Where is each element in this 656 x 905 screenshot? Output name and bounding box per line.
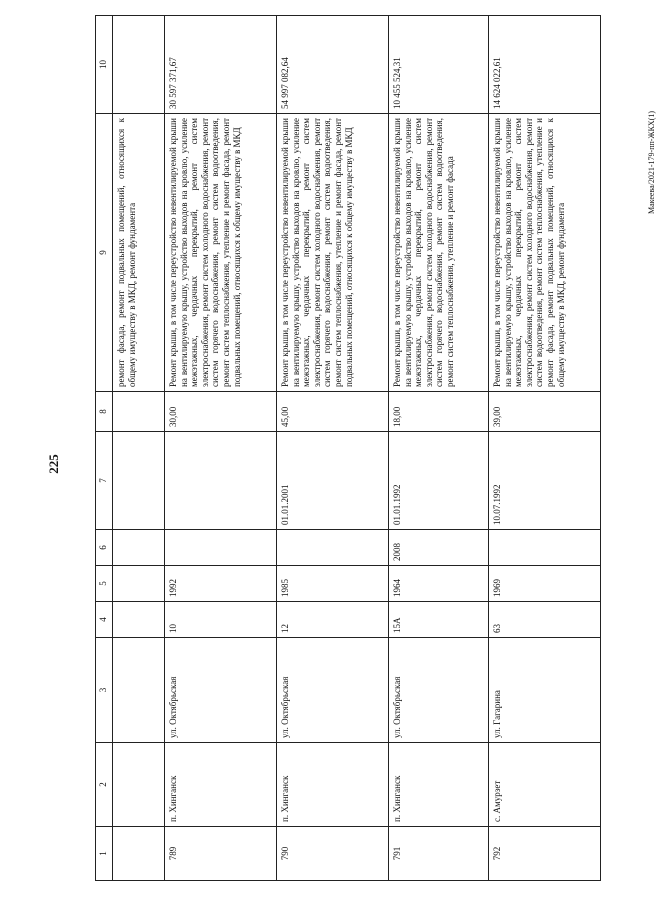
date-cell: [165, 432, 277, 530]
year-cell: 1992: [165, 566, 277, 602]
area-cell: 45,00: [277, 392, 389, 432]
row-number: 791: [389, 827, 489, 881]
settlement-cell: п. Хинганск: [165, 743, 277, 827]
house-cell: 12: [277, 602, 389, 638]
document-footer: Макеева/2021-179-пп-ЖКХ(1): [647, 110, 656, 215]
area-cell: 18,00: [389, 392, 489, 432]
rotated-table-container: [95, 16, 640, 881]
column-header: 2: [96, 743, 113, 827]
area-cell: 39,00: [489, 392, 601, 432]
column-6-cell: [165, 530, 277, 566]
column-header: 8: [96, 392, 113, 432]
year-cell: 1985: [277, 566, 389, 602]
table-row: [389, 16, 489, 881]
table-row: [489, 16, 601, 881]
year-cell: 1969: [489, 566, 601, 602]
date-cell: 01.01.2001: [277, 432, 389, 530]
street-cell: ул. Октябрьская: [165, 638, 277, 743]
column-header: 3: [96, 638, 113, 743]
cost-cell: 10 455 524,31: [389, 16, 489, 114]
settlement-cell: п. Хинганск: [277, 743, 389, 827]
cost-cell: 54 997 082,64: [277, 16, 389, 114]
column-header: 6: [96, 530, 113, 566]
settlement-cell: п. Хинганск: [389, 743, 489, 827]
column-header: 7: [96, 432, 113, 530]
street-cell: ул. Октябрьская: [389, 638, 489, 743]
works-cell: Ремонт крыши, в том числе переустройство невентилируемой крыши на вентилируемую крышу, устройство выходов на кровлю, усиление межэтажных, чердачных перекрытий, ремонт систем электроснабжения, ремонт систем холодного водоснабжения, ремонт систем горячего водоснабжения, ремонт систем водоотведения, ремонт систем теплоснабжения, утепление и ремонт фасада, ремонт подвальных помещений, относящихся к общему имуществу в МКД: [165, 114, 277, 392]
works-cell: Ремонт крыши, в том числе переустройство невентилируемой крыши на вентилируемую крышу, устройство выходов на кровлю, усиление межэтажных, чердачных перекрытий, ремонт систем электроснабжения, ремонт систем холодного водоснабжения, ремонт систем горячего водоснабжения, ремонт систем водоотведения, ремонт систем теплоснабжения, утепление и ремонт фасада, ремонт подвальных помещений, относящихся к общему имуществу в МКД: [277, 114, 389, 392]
area-cell: 30,00: [165, 392, 277, 432]
street-cell: ул. Октябрьская: [277, 638, 389, 743]
house-cell: 63: [489, 602, 601, 638]
column-6-cell: [489, 530, 601, 566]
column-header: 9: [96, 114, 113, 392]
works-cell: Ремонт крыши, в том числе переустройство невентилируемой крыши на вентилируемую крышу, устройство выходов на кровлю, усиление межэтажных, чердачных перекрытий, ремонт систем электроснабжения, ремонт систем холодного водоснабжения, ремонт систем горячего водоснабжения, ремонт систем водоотведения, ремонт систем теплоснабжения, утепление и ремонт фасада: [389, 114, 489, 392]
house-cell: 15А: [389, 602, 489, 638]
date-cell: 10.07.1992: [489, 432, 601, 530]
repair-program-table: [95, 15, 601, 881]
continuation-row: [113, 16, 165, 881]
column-header: 1: [96, 827, 113, 881]
row-number: 790: [277, 827, 389, 881]
row-number: 792: [489, 827, 601, 881]
date-cell: 01.01.1992: [389, 432, 489, 530]
cost-cell: 30 597 371,67: [165, 16, 277, 114]
header-row: [96, 16, 113, 881]
column-header: 10: [96, 16, 113, 114]
row-number: 789: [165, 827, 277, 881]
year-cell: 1964: [389, 566, 489, 602]
column-6-cell: 2008: [389, 530, 489, 566]
street-cell: ул. Гагарина: [489, 638, 601, 743]
column-header: 4: [96, 602, 113, 638]
table-row: [165, 16, 277, 881]
page-number: 225: [46, 454, 61, 474]
cost-cell: 14 624 022,61: [489, 16, 601, 114]
column-6-cell: [277, 530, 389, 566]
works-cell: Ремонт крыши, в том числе переустройство невентилируемой крыши на вентилируемую крышу, устройство выходов на кровлю, усиление межэтажных, чердачных перекрытий, ремонт систем электроснабжения, ремонт систем холодного водоснабжения, ремонт систем водоотведения, ремонт систем теплоснабжения, утепление и ремонт фасада, ремонт подвальных помещений, относящихся к общему имуществу в МКД, ремонт фундамента: [489, 114, 601, 392]
house-cell: 10: [165, 602, 277, 638]
works-cell: ремонт фасада, ремонт подвальных помещений, относящихся к общему имуществу в МКД, ремонт фундамента: [113, 114, 165, 392]
table-row: [277, 16, 389, 881]
column-header: 5: [96, 566, 113, 602]
settlement-cell: с. Амурзет: [489, 743, 601, 827]
